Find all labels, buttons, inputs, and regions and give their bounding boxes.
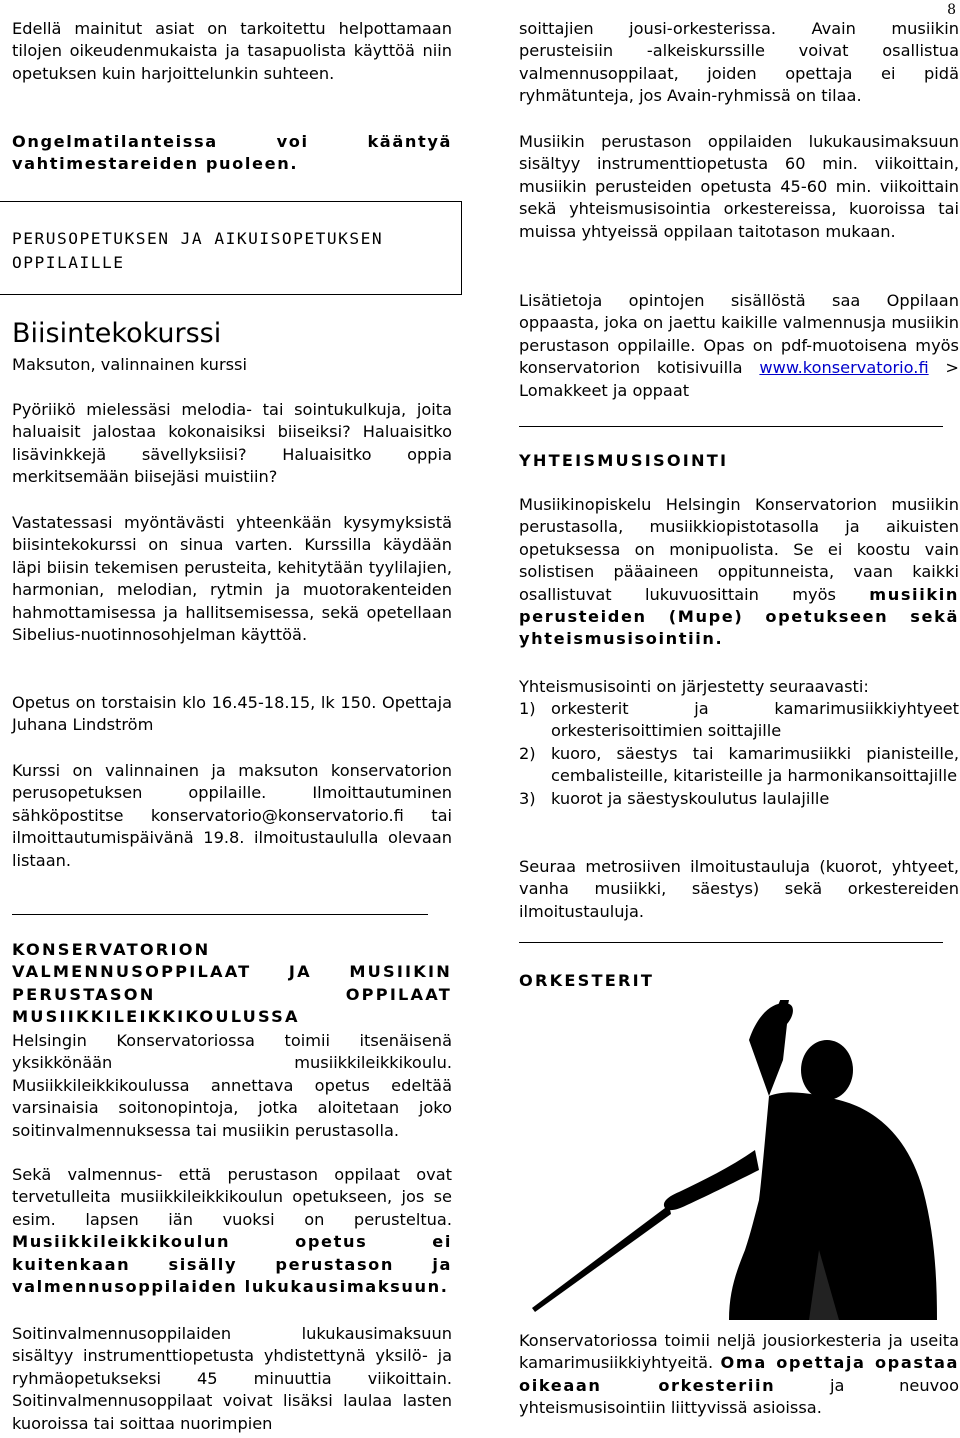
- course-questions: Pyöriikö mielessäsi melodia- tai sointukulkuja, joita haluaisit jalostaa kokonaisiksi biiseiksi? Haluaisitko lisävinkkejä sävellyksiisi? Haluaisitko oppia merkitsemään biisejäsi muistiin?: [12, 400, 452, 487]
- list-item-number: 1): [519, 699, 536, 718]
- orkesterit-tail: ja neuvoo yhteismusisointiin liittyvissä asioissa.: [519, 1375, 959, 1418]
- yhteismusisointi-paragraph: [519, 494, 959, 651]
- audience-box-title: [12, 227, 383, 275]
- conductor-silhouette-image: [519, 1000, 959, 1320]
- valmennus-fees-paragraph: Soitinvalmennusoppilaiden lukukausimaksuun sisältyy instrumenttiopetusta yhdistettynä yksilö- ja ryhmäopetukseksi 45 minuuttia viikoittain. Soitinvalmennusoppilaat voivat lisäksi laulaa lasten kuoroissa tai soittaa nuorimpien: [12, 1324, 452, 1433]
- guide-tail: > Lomakkeet ja oppaat: [519, 358, 959, 400]
- avain-paragraph: soittajien jousi-orkesterissa. Avain musiikin perusteisiin -alkeiskurssille voivat osallistua valmennusoppilaat, joiden opettaja ei pidä ryhmätunteja, jos Avain-ryhmissä on tilaa.: [519, 19, 959, 106]
- orkesterit-text: Konservatoriossa toimii neljä jousiorkesteria ja useita kamarimusiikkiyhtyeitä.: [519, 1331, 959, 1373]
- list-item: [519, 743, 959, 788]
- leikkikoulu-fees-paragraph: [12, 1164, 452, 1298]
- list-item-text: orkesterit ja kamarimusiikkiyhtyeet orkesterisoittimien soittajille: [551, 699, 959, 741]
- orkesterit-bold: Oma opettaja opastaa oikeaan orkesteriin: [519, 1353, 959, 1395]
- leikkikoulu-heading: KONSERVATORION VALMENNUSOPPILAAT JA MUSIIKIN PERUSTASON OPPILAAT MUSIIKKILEIKKIKOULUSSA: [12, 940, 452, 1027]
- section-divider-right-1: [519, 426, 943, 427]
- konservatorio-link[interactable]: www.konservatorio.fi: [759, 358, 929, 378]
- leikkikoulu-paragraph: Helsingin Konservatoriossa toimii itsenäisenä yksikkönään musiikkileikkikoulu. Musiikkileikkikoulussa annettava opetus edeltää varsinaisia soitonopintoja, jotka aloitetaan joko soitinvalmennuksessa tai musiikin perustasolla.: [12, 1031, 452, 1140]
- orkesterit-paragraph: [519, 1330, 959, 1420]
- course-title: Biisintekokurssi: [12, 318, 222, 349]
- course-schedule: Opetus on torstaisin klo 16.45-18.15, lk 150. Opettaja Juhana Lindström: [12, 693, 452, 735]
- leikkikoulu-fees-text: Sekä valmennus- että perustason oppilaat ovat tervetulleita musiikkileikkikoulun opetukseen, jos se esim. lapsen iän vuoksi on perusteltua.: [12, 1165, 452, 1229]
- arrangement-intro: Yhteismusisointi on järjestetty seuraavasti:: [519, 677, 869, 696]
- audience-box-line1: PERUSOPETUKSEN JA AIKUISOPETUKSEN: [12, 229, 384, 248]
- list-item-text: kuoro, säestys tai kamarimusiikki pianisteille, cembalisteille, kitaristeille ja harmonikansoittajille: [551, 743, 959, 786]
- yhteismusisointi-text: Musiikinopiskelu Helsingin Konservatorion musiikin perustasolla, musiikkiopistotasolla ja aikuisten opetuksessa on monipuolista. Se ei koostu vain solistisen pääaineen oppitunneista, vaan kaikki osallistuvat lukuvuosittain myös: [519, 495, 959, 604]
- list-item: [519, 698, 959, 743]
- arrangement-list: [519, 698, 959, 810]
- section-divider-right-2: [519, 942, 943, 943]
- course-description: Vastatessasi myöntävästi yhteenkään kysymyksistä biisintekokurssi on sinua varten. Kurssilla käydään läpi biisin tekemisen perusteita, kehitytään tyylilajien, harmonian, melodian, rytmin ja muotorakenteiden hahmottamisessa ja hallitsemisessa, sekä opetellaan Sibelius-nuotinnosohjelman käyttöä.: [12, 513, 452, 645]
- noticeboard-paragraph: Seuraa metrosiiven ilmoitustauluja (kuorot, yhtyeet, vanha musiikki, säestys) sekä orkestereiden ilmoitustauluja.: [519, 857, 959, 921]
- page-number: 8: [947, 2, 956, 18]
- section-divider-left: [12, 914, 428, 915]
- custodian-note: Ongelmatilanteissa voi kääntyä vahtimestareiden puoleen.: [12, 132, 452, 174]
- perustaso-fees-paragraph: Musiikin perustason oppilaiden lukukausimaksuun sisältyy instrumenttiopetusta 60 min. viikoittain, musiikin perusteiden opetusta 45-60 min. viikoittain sekä yhteismusisointia orkestereissa, kuoroissa tai muissa yhtyeissä oppilaan taitotason mukaan.: [519, 132, 959, 241]
- intro-paragraph: Edellä mainitut asiat on tarkoitettu helpottamaan tilojen oikeudenmukaista ja tasapuolista käyttöä niin opetuksen kuin harjoittelunkin suhteen.: [12, 19, 452, 83]
- list-item-number: 3): [519, 788, 536, 808]
- list-item: [519, 788, 959, 810]
- audience-box: [0, 201, 462, 295]
- course-subtitle: Maksuton, valinnainen kurssi: [12, 355, 247, 374]
- leikkikoulu-fees-bold: Musiikkileikkikoulun opetus ei kuitenkaan sisälly perustason ja valmennusoppilaiden lukukausimaksuun.: [12, 1232, 452, 1297]
- list-item-number: 2): [519, 743, 536, 763]
- course-enrollment: Kurssi on valinnainen ja maksuton konservatorion perusopetuksen oppilaille. Ilmoittautuminen sähköpostitse konservatorio@konservatorio.fi tai ilmoittautumispäivänä 19.8. ilmoitustaululla olevaan listaan.: [12, 761, 452, 870]
- yhteismusisointi-heading: YHTEISMUSISOINTI: [519, 451, 729, 470]
- orkesterit-heading: ORKESTERIT: [519, 971, 655, 990]
- guide-paragraph: [519, 290, 959, 402]
- yhteismusisointi-bold: musiikin perusteiden (Mupe) opetukseen sekä yhteismusisointiin.: [519, 584, 959, 649]
- audience-box-line2: OPPILAILLE: [12, 253, 125, 272]
- list-item-text: kuorot ja säestyskoulutus laulajille: [551, 788, 830, 808]
- guide-text: Lisätietoja opintojen sisällöstä saa Oppilaan oppaasta, joka on jaettu kaikille valmennusja musiikin perustason oppilaille. Opas on pdf-muotoisena myös konservatorion kotisivuilla: [519, 291, 959, 378]
